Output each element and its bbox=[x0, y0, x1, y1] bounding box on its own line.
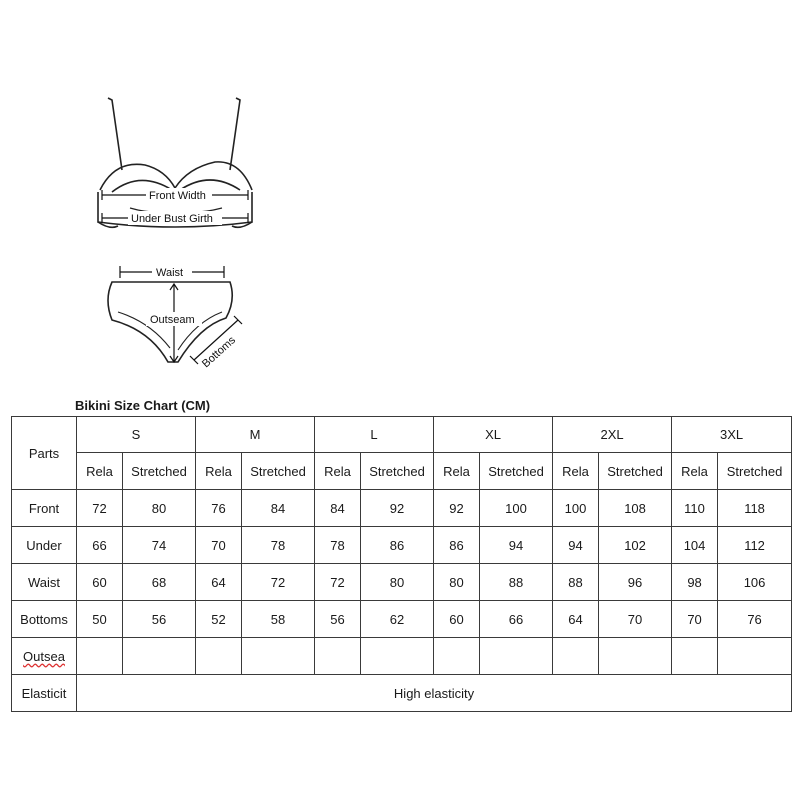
table-cell: 86 bbox=[434, 527, 480, 564]
table-row-bottoms bbox=[12, 601, 792, 638]
sub-header-rela: Rela bbox=[434, 453, 480, 490]
table-cell: 80 bbox=[434, 564, 480, 601]
table-row-waist bbox=[12, 564, 792, 601]
under-bust-label: Under Bust Girth bbox=[131, 213, 213, 225]
table-cell: 108 bbox=[599, 490, 672, 527]
table-cell: 60 bbox=[434, 601, 480, 638]
size-chart-table bbox=[11, 416, 792, 712]
table-cell: 64 bbox=[196, 564, 242, 601]
size-header-xl: XL bbox=[434, 417, 553, 453]
table-cell: 106 bbox=[718, 564, 792, 601]
table-cell: 64 bbox=[553, 601, 599, 638]
bottoms-label: Bottoms bbox=[199, 334, 239, 371]
row-label-elasticity: Elasticit bbox=[12, 675, 77, 712]
table-cell: 78 bbox=[315, 527, 361, 564]
bikini-top-drawing bbox=[98, 98, 252, 227]
sub-header-stretched: Stretched bbox=[242, 453, 315, 490]
table-cell: 110 bbox=[672, 490, 718, 527]
sub-header-rela: Rela bbox=[672, 453, 718, 490]
outsea-label-text: Outsea bbox=[23, 648, 65, 664]
table-cell-empty bbox=[77, 638, 123, 675]
table-cell: 92 bbox=[361, 490, 434, 527]
table-cell: 72 bbox=[77, 490, 123, 527]
table-cell: 52 bbox=[196, 601, 242, 638]
table-cell: 60 bbox=[77, 564, 123, 601]
sub-header-stretched: Stretched bbox=[718, 453, 792, 490]
table-cell: 62 bbox=[361, 601, 434, 638]
table-cell: 84 bbox=[315, 490, 361, 527]
table-cell: 94 bbox=[480, 527, 553, 564]
table-row-outsea bbox=[12, 638, 792, 675]
table-cell: 84 bbox=[242, 490, 315, 527]
sub-header-stretched: Stretched bbox=[361, 453, 434, 490]
size-header-2xl: 2XL bbox=[553, 417, 672, 453]
table-cell: 76 bbox=[718, 601, 792, 638]
sub-header-stretched: Stretched bbox=[123, 453, 196, 490]
table-cell: 70 bbox=[599, 601, 672, 638]
table-cell-empty bbox=[672, 638, 718, 675]
table-cell: 58 bbox=[242, 601, 315, 638]
row-label: Front bbox=[12, 490, 77, 527]
size-header-m: M bbox=[196, 417, 315, 453]
table-cell: 56 bbox=[315, 601, 361, 638]
table-cell: 68 bbox=[123, 564, 196, 601]
size-header-s: S bbox=[77, 417, 196, 453]
sub-header-rela: Rela bbox=[553, 453, 599, 490]
waist-label: Waist bbox=[156, 267, 184, 279]
table-cell: 118 bbox=[718, 490, 792, 527]
outseam-label: Outseam bbox=[150, 314, 195, 326]
table-cell: 80 bbox=[361, 564, 434, 601]
table-cell: 74 bbox=[123, 527, 196, 564]
table-cell-empty bbox=[123, 638, 196, 675]
table-cell: 92 bbox=[434, 490, 480, 527]
table-cell-empty bbox=[196, 638, 242, 675]
row-label-outsea bbox=[12, 638, 77, 675]
size-header-l: L bbox=[315, 417, 434, 453]
table-cell: 72 bbox=[242, 564, 315, 601]
table-cell: 80 bbox=[123, 490, 196, 527]
table-cell: 66 bbox=[480, 601, 553, 638]
chart-title: Bikini Size Chart (CM) bbox=[75, 398, 211, 413]
table-cell: 56 bbox=[123, 601, 196, 638]
table-cell: 88 bbox=[553, 564, 599, 601]
table-cell: 100 bbox=[553, 490, 599, 527]
sub-header-stretched: Stretched bbox=[599, 453, 672, 490]
elasticity-value: High elasticity bbox=[77, 675, 792, 712]
table-cell: 96 bbox=[599, 564, 672, 601]
table-cell: 100 bbox=[480, 490, 553, 527]
table-cell: 70 bbox=[672, 601, 718, 638]
table-cell-empty bbox=[242, 638, 315, 675]
row-label: Bottoms bbox=[12, 601, 77, 638]
front-width-label: Front Width bbox=[149, 190, 206, 202]
table-cell: 78 bbox=[242, 527, 315, 564]
table-cell: 76 bbox=[196, 490, 242, 527]
sub-header-stretched: Stretched bbox=[480, 453, 553, 490]
table-cell-empty bbox=[434, 638, 480, 675]
table-cell: 50 bbox=[77, 601, 123, 638]
table-cell: 86 bbox=[361, 527, 434, 564]
table-row-front bbox=[12, 490, 792, 527]
row-label: Under bbox=[12, 527, 77, 564]
table-cell-empty bbox=[599, 638, 672, 675]
sub-header-rela: Rela bbox=[77, 453, 123, 490]
table-cell: 98 bbox=[672, 564, 718, 601]
size-header-3xl: 3XL bbox=[672, 417, 792, 453]
sub-header-rela: Rela bbox=[196, 453, 242, 490]
table-cell: 104 bbox=[672, 527, 718, 564]
table-cell: 72 bbox=[315, 564, 361, 601]
table-cell: 112 bbox=[718, 527, 792, 564]
table-cell: 102 bbox=[599, 527, 672, 564]
table-cell: 88 bbox=[480, 564, 553, 601]
row-label: Waist bbox=[12, 564, 77, 601]
table-cell-empty bbox=[315, 638, 361, 675]
table-cell: 94 bbox=[553, 527, 599, 564]
sub-header-rela: Rela bbox=[315, 453, 361, 490]
table-cell-empty bbox=[361, 638, 434, 675]
table-cell-empty bbox=[553, 638, 599, 675]
table-cell-empty bbox=[718, 638, 792, 675]
table-row-under bbox=[12, 527, 792, 564]
table-cell-empty bbox=[480, 638, 553, 675]
parts-header: Parts bbox=[12, 417, 77, 490]
table-row-elasticity bbox=[12, 675, 792, 712]
table-cell: 70 bbox=[196, 527, 242, 564]
table-cell: 66 bbox=[77, 527, 123, 564]
